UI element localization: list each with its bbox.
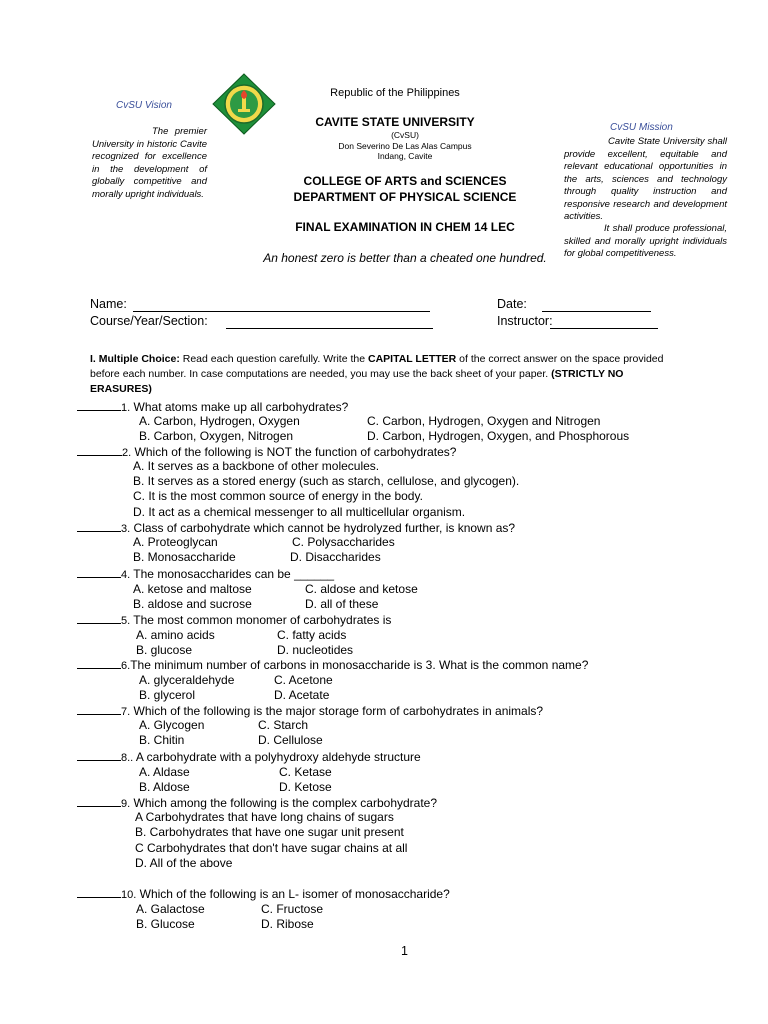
answer-blank[interactable]: [77, 657, 121, 669]
question-number: 10.: [121, 889, 137, 901]
question-text: Which of the following is the major storage form of carbohydrates in animals?: [130, 704, 544, 718]
question-number: 1.: [121, 402, 131, 414]
answer-option: C. fatty acids: [277, 628, 347, 642]
answer-option: B. aldose and sucrose: [133, 597, 252, 611]
university-seal-logo: [211, 73, 277, 135]
campus-name: Don Severino De Las Alas Campus: [338, 141, 472, 151]
mission-text-2: It shall produce professional, skilled and morally upright individuals for global competitiveness.: [564, 223, 727, 259]
question-8: [77, 749, 421, 766]
answer-option: C. aldose and ketose: [305, 582, 418, 596]
date-label: Date:: [497, 297, 527, 311]
answer-blank[interactable]: [77, 566, 121, 578]
motto: An honest zero is better than a cheated one hundred.: [263, 251, 547, 265]
no-erasures-note: (STRICTLY NO ERASURES): [90, 368, 624, 395]
answer-option: B. Aldose: [139, 780, 190, 794]
mission-title: CvSU Mission: [610, 122, 673, 133]
answer-option: A. Galactose: [136, 902, 205, 916]
course-field[interactable]: [226, 328, 433, 329]
answer-option: C. Starch: [258, 718, 309, 732]
question-text: Which of the following is NOT the function of carbohydrates?: [131, 445, 457, 459]
answer-option: B. Glucose: [136, 917, 195, 931]
answer-option: A. Carbon, Hydrogen, Oxygen: [139, 414, 300, 428]
answer-option: C. Fructose: [261, 902, 324, 916]
question-text: A carbohydrate with a polyhydroxy aldehyde structure: [133, 750, 421, 764]
answer-blank[interactable]: [77, 886, 121, 898]
instructions-text-a: Read each question carefully. Write the: [179, 353, 368, 365]
answer-option: C. Ketase: [279, 765, 332, 779]
question-text: What atoms make up all carbohydrates?: [130, 400, 349, 414]
answer-option: A. amino acids: [136, 628, 215, 642]
question-number: 3.: [121, 523, 131, 535]
answer-option: A. Proteoglycan: [133, 535, 218, 549]
answer-option: D. Ribose: [261, 917, 314, 931]
answer-option: B. Chitin: [139, 733, 185, 747]
question-number: 4.: [121, 569, 131, 581]
answer-option: D. Carbon, Hydrogen, Oxygen, and Phosphorous: [367, 429, 630, 443]
answer-option: C Carbohydrates that don't have sugar chains at all: [135, 841, 408, 855]
answer-option: D. It act as a chemical messenger to all multicellular organism.: [133, 505, 466, 519]
answer-blank[interactable]: [77, 399, 121, 411]
answer-option: B. Monosaccharide: [133, 550, 236, 564]
campus-location: Indang, Cavite: [377, 151, 433, 161]
instructions: [90, 352, 682, 397]
answer-blank[interactable]: [77, 703, 121, 715]
answer-option: C. Polysaccharides: [292, 535, 395, 549]
university-name: CAVITE STATE UNIVERSITY: [315, 115, 475, 129]
question-text: Which of the following is an L- isomer of monosaccharide?: [136, 887, 450, 901]
answer-blank[interactable]: [77, 612, 121, 624]
answer-blank[interactable]: [77, 749, 121, 761]
answer-blank[interactable]: [77, 520, 121, 532]
question-text: The minimum number of carbons in monosaccharide is 3. What is the common name?: [130, 658, 589, 672]
answer-option: D. Ketose: [279, 780, 332, 794]
answer-option: A. ketose and maltose: [133, 582, 252, 596]
answer-option: A. glyceraldehyde: [139, 673, 235, 687]
question-number: 8..: [121, 752, 134, 764]
answer-blank[interactable]: [77, 444, 122, 456]
question-text: Which among the following is the complex carbohydrate?: [130, 796, 438, 810]
question-number: 9.: [121, 798, 131, 810]
course-label: Course/Year/Section:: [90, 314, 208, 328]
question-number: 2.: [122, 447, 132, 459]
name-field[interactable]: [133, 311, 430, 312]
question-4: [77, 566, 334, 583]
name-label: Name:: [90, 297, 127, 311]
vision-text: The premier University in historic Cavite recognized for excellence in the development of globally competitive and morally upright individuals.: [92, 126, 207, 200]
answer-option: A. Glycogen: [139, 718, 205, 732]
exam-title: FINAL EXAMINATION IN CHEM 14 LEC: [295, 220, 515, 234]
question-5: [77, 612, 391, 629]
answer-option: B. glucose: [136, 643, 193, 657]
instructor-label: Instructor:: [497, 314, 553, 328]
answer-option: D. Cellulose: [258, 733, 323, 747]
republic-line: Republic of the Philippines: [330, 87, 460, 99]
university-abbrev: (CvSU): [391, 130, 419, 140]
answer-option: B. Carbon, Oxygen, Nitrogen: [139, 429, 294, 443]
page-number: 1: [401, 944, 408, 958]
question-6: [77, 657, 588, 674]
answer-blank[interactable]: [77, 795, 121, 807]
answer-option: B. Carbohydrates that have one sugar unit present: [135, 825, 404, 839]
question-number: 5.: [121, 615, 131, 627]
answer-option: A. It serves as a backbone of other molecules.: [133, 459, 380, 473]
answer-option: A. Aldase: [139, 765, 190, 779]
answer-option: D. nucleotides: [277, 643, 354, 657]
answer-option: B. glycerol: [139, 688, 196, 702]
instructor-field[interactable]: [550, 328, 658, 329]
answer-option: D. all of these: [305, 597, 379, 611]
question-10: [77, 886, 450, 903]
answer-option: C. Carbon, Hydrogen, Oxygen and Nitrogen: [367, 414, 601, 428]
answer-option: A Carbohydrates that have long chains of sugars: [135, 810, 394, 824]
answer-option: B. It serves as a stored energy (such as starch, cellulose, and glycogen).: [133, 474, 520, 488]
capital-letter-emphasis: CAPITAL LETTER: [367, 353, 457, 365]
college-name: COLLEGE OF ARTS and SCIENCES: [303, 174, 507, 188]
question-text: Class of carbohydrate which cannot be hydrolyzed further, is known as?: [130, 521, 516, 535]
answer-option: D. Disaccharides: [290, 550, 381, 564]
answer-option: D. All of the above: [135, 856, 233, 870]
mission-text: Cavite State University shall provide excellent, equitable and relevant educational opportunities in the arts, sciences and technology through quality instruction and responsive research and development activities.: [564, 136, 727, 222]
section-label: I. Multiple Choice:: [90, 353, 180, 365]
instructions-text-b: of the correct answer on the space provided before each number. In case computations are needed, you may use the back sheet of your paper.: [90, 353, 664, 380]
vision-title: CvSU Vision: [116, 100, 172, 111]
answer-option: C. It is the most common source of energy in the body.: [133, 489, 423, 503]
question-text: The most common monomer of carbohydrates is: [130, 613, 392, 627]
answer-option: C. Acetone: [274, 673, 333, 687]
question-text: The monosaccharides can be ______: [130, 567, 335, 581]
answer-option: D. Acetate: [274, 688, 330, 702]
date-field[interactable]: [542, 311, 651, 312]
department-name: DEPARTMENT OF PHYSICAL SCIENCE: [293, 190, 517, 204]
question-number: 6.: [121, 660, 131, 672]
question-number: 7.: [121, 706, 131, 718]
